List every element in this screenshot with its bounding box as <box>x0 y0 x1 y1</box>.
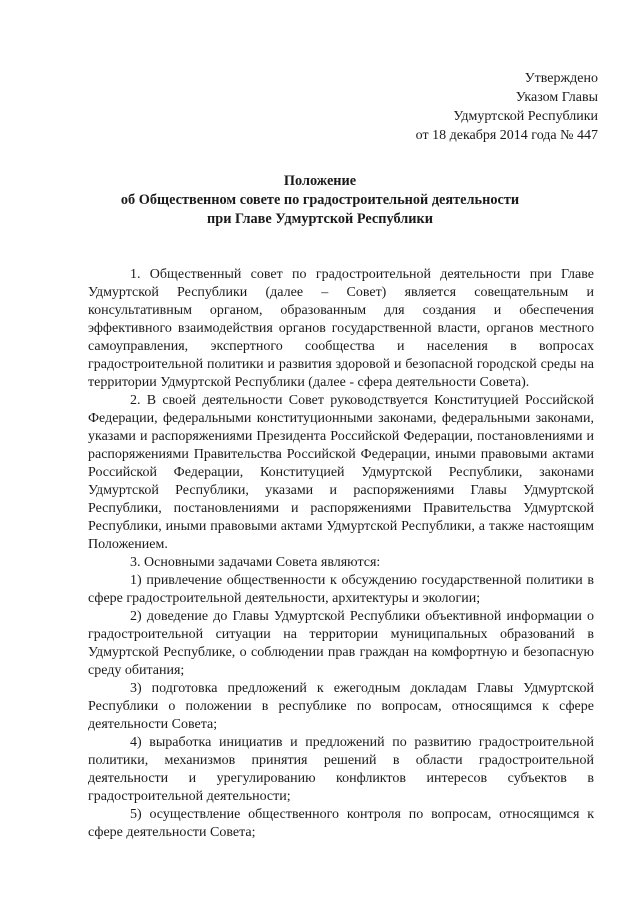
list-item-5: 5) осуществление общественного контроля по вопросам, относящимся к сфере деятельности Совета; <box>88 807 594 840</box>
title-line-2: об Общественном совете по градостроительной деятельности <box>120 192 520 208</box>
approval-line-date: от 18 декабря 2014 года № 447 <box>415 128 598 143</box>
list-item-4: 4) выработка инициатив и предложений по развитию градостроительной политики, механизмов принятия решений в области градостроительной деятельности и урегулированию конфликтов интересов субъектов в градостроительной деятельности; <box>88 735 594 804</box>
approval-line-approved: Утверждено <box>524 71 598 86</box>
list-item-1: 1) привлечение общественности к обсуждению государственной политики в сфере градостроительной деятельности, архитектуры и экологии; <box>88 573 594 606</box>
document-title <box>0 172 640 229</box>
approval-stamp <box>416 69 598 145</box>
list-item-2: 2) доведение до Главы Удмуртской Республики объективной информации о градостроительной ситуации на территории муниципальных образований в Удмуртской Республике, о соблюдении прав граждан на комфортную и безопасную среду обитания; <box>88 609 594 678</box>
list-item-3: 3) подготовка предложений к ежегодным докладам Главы Удмуртской Республики о положении в республике по вопросам, относящимся к сфере деятельности Совета; <box>88 681 594 732</box>
paragraph-2: 2. В своей деятельности Совет руководствуется Конституцией Российской Федерации, федеральными конституционными законами, федеральными законами, указами и распоряжениями Президента Российской Федерации, постановлениями и распоряжениями Правительства Российской Федерации, иными правовыми актами Российской Федерации, Конституцией Удмуртской Республики, законами Удмуртской Республики, указами и распоряжениями Главы Удмуртской Республики, постановлениями и распоряжениями Правительства Удмуртской Республики, иными правовыми актами Удмуртской Республики, а также настоящим Положением. <box>88 393 594 552</box>
paragraph-1: 1. Общественный совет по градостроительной деятельности при Главе Удмуртской Республики (далее – Совет) является совещательным и консультативным органом, образованным для создания и обеспечения эффективного взаимодействия органов государственной власти, органов местного самоуправления, экспертного сообщества и населения в вопросах градостроительной политики и развития здоровой и безопасной городской среды на территории Удмуртской Республики (далее - сфера деятельности Совета). <box>88 267 594 390</box>
approval-line-decree: Указом Главы <box>515 90 598 105</box>
approval-line-republic: Удмуртской Республики <box>453 109 598 124</box>
title-line-1: Положение <box>283 173 357 189</box>
document-body <box>88 266 594 842</box>
paragraph-3: 3. Основными задачами Совета являются: <box>130 555 381 570</box>
title-line-3: при Главе Удмуртской Республики <box>207 211 433 227</box>
